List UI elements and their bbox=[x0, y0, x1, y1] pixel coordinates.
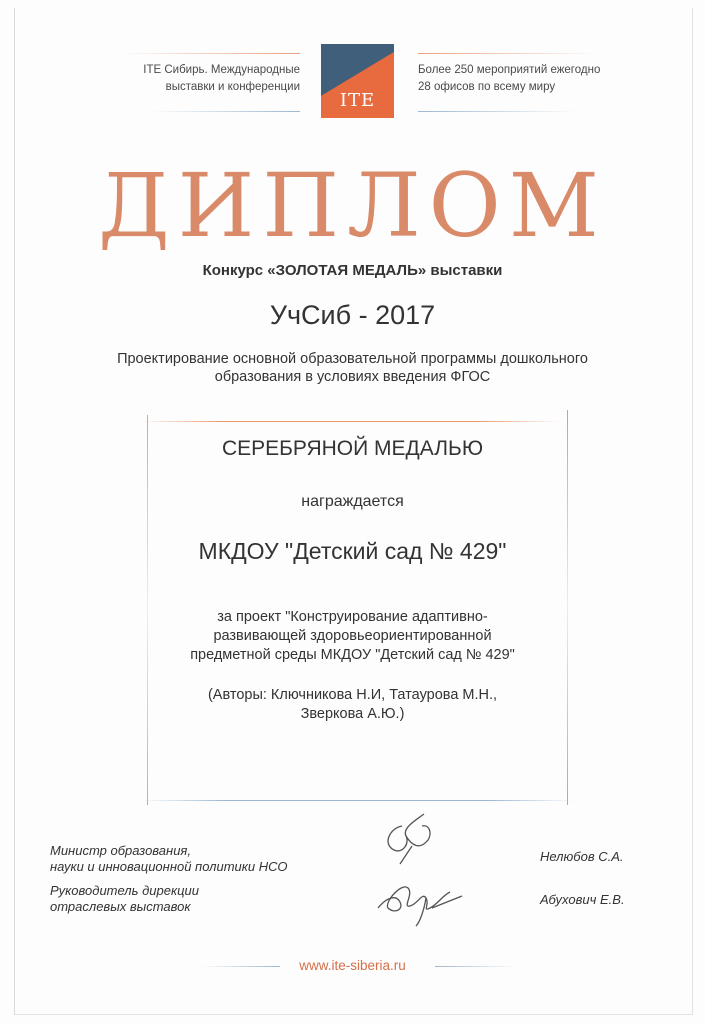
header-right-text bbox=[418, 62, 648, 96]
authors-line1: (Авторы: Ключникова Н.И, Татаурова М.Н., bbox=[207, 687, 498, 703]
footer-right-rule bbox=[435, 966, 515, 967]
header-left-line1: ITE Сибирь. Международные bbox=[143, 64, 300, 76]
program-line2: образования в условиях введения ФГОС bbox=[214, 369, 491, 385]
program-description bbox=[100, 350, 605, 386]
signatory-2-role bbox=[50, 883, 330, 915]
authors-line2: Зверкова А.Ю.) bbox=[300, 706, 405, 722]
header-right-line1: Более 250 мероприятий ежегодно bbox=[418, 64, 601, 76]
signature-2-image bbox=[372, 868, 467, 928]
signatory-1-role-line1: Министр образования, bbox=[50, 843, 191, 858]
signatory-1-name: Нелюбов С.А. bbox=[540, 849, 624, 864]
frame-bottom-rule bbox=[140, 800, 575, 801]
awarded-text: награждается bbox=[301, 493, 404, 510]
frame-left-rule bbox=[147, 415, 148, 805]
diploma-title: ДИПЛОМ bbox=[98, 154, 607, 257]
logo-text: ITE bbox=[339, 90, 376, 111]
frame-top-rule bbox=[140, 421, 560, 422]
signatory-2-role-line2: отраслевых выставок bbox=[50, 899, 191, 914]
project-description bbox=[150, 608, 555, 665]
project-line2: развивающей здоровьеориентированной bbox=[213, 628, 492, 644]
header-left-top-rule bbox=[120, 53, 300, 54]
header-left-text bbox=[100, 62, 300, 96]
frame-right-rule bbox=[567, 410, 568, 805]
program-line1: Проектирование основной образовательной программы дошкольного bbox=[117, 351, 588, 367]
ite-logo bbox=[321, 44, 394, 118]
authors bbox=[150, 686, 555, 724]
signatory-2-name: Абухович Е.В. bbox=[540, 892, 625, 907]
footer-url[interactable]: www.ite-siberia.ru bbox=[299, 958, 406, 973]
signature-1-image bbox=[372, 806, 452, 868]
header-right-line2: 28 офисов по всему миру bbox=[418, 81, 556, 93]
recipient-name: МКДОУ "Детский сад № 429" bbox=[198, 538, 507, 564]
contest-subtitle: Конкурс «ЗОЛОТАЯ МЕДАЛЬ» выставки bbox=[202, 262, 503, 279]
award-title: СЕРЕБРЯНОЙ МЕДАЛЬЮ bbox=[221, 437, 484, 460]
header-left-line2: выставки и конференции bbox=[165, 81, 300, 93]
header-left-bottom-rule bbox=[150, 111, 300, 112]
event-name: УчСиб - 2017 bbox=[269, 300, 436, 330]
signatory-1-role bbox=[50, 843, 330, 875]
signatory-2-role-line1: Руководитель дирекции bbox=[50, 883, 199, 898]
signatory-1-role-line2: науки и инновационной политики НСО bbox=[50, 859, 288, 874]
project-line3: предметной среды МКДОУ "Детский сад № 429" bbox=[190, 647, 515, 663]
project-line1: за проект "Конструирование адаптивно- bbox=[217, 609, 488, 625]
header-right-top-rule bbox=[418, 53, 598, 54]
header-right-bottom-rule bbox=[418, 111, 578, 112]
